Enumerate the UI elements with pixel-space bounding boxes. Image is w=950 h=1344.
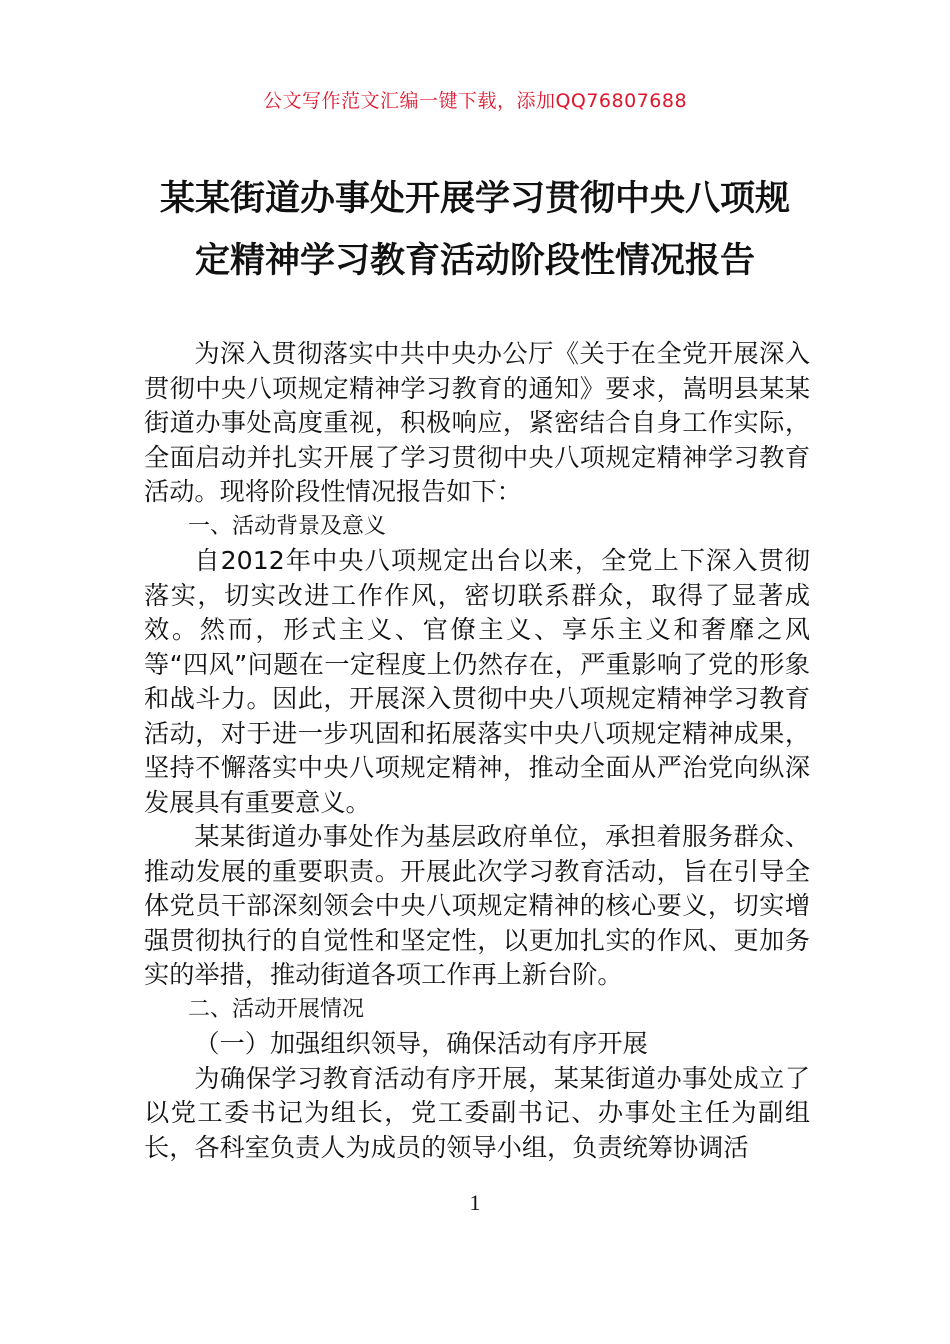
intro-paragraph: 为深入贯彻落实中共中央办公厅《关于在全党开展深入贯彻中央八项规定精神学习教育的通知》要求，嵩明县某某街道办事处高度重视，积极响应，紧密结合自身工作实际，全面启动并扎实开展了学习贯彻中央八项规定精神学习教育活动。现将阶段性情况报告如下： <box>144 339 810 506</box>
subsection-1-heading: （一）加强组织领导，确保活动有序开展 <box>194 1029 648 1058</box>
title-line-2: 定精神学习教育活动阶段性情况报告 <box>194 241 755 281</box>
document-title <box>100 168 850 292</box>
section-2-heading: 二、活动开展情况 <box>188 996 365 1022</box>
document-body <box>144 337 810 1165</box>
title-line-1: 某某街道办事处开展学习贯彻中央八项规 <box>159 179 790 219</box>
section-1-heading: 一、活动背景及意义 <box>188 513 387 539</box>
download-notice: 公文写作范文汇编一键下载，添加QQ76807688 <box>262 90 688 112</box>
section-1-paragraph-2: 某某街道办事处作为基层政府单位，承担着服务群众、推动发展的重要职责。开展此次学习教育活动，旨在引导全体党员干部深刻领会中央八项规定精神的核心要义，切实增强贯彻执行的自觉性和坚定性，以更加扎实的作风、更加务实的举措，推动街道各项工作再上新台阶。 <box>144 822 810 989</box>
section-1-paragraph-1: 自2012年中央八项规定出台以来，全党上下深入贯彻落实，切实改进工作作风，密切联系群众，取得了显著成效。然而，形式主义、官僚主义、享乐主义和奢靡之风等“四风”问题在一定程度上仍然存在，严重影响了党的形象和战斗力。因此，开展深入贯彻中央八项规定精神学习教育活动，对于进一步巩固和拓展落实中央八项规定精神成果，坚持不懈落实中央八项规定精神，推动全面从严治党向纵深发展具有重要意义。 <box>144 546 810 817</box>
page-number: 1 <box>469 1190 481 1215</box>
subsection-1-paragraph-1: 为确保学习教育活动有序开展，某某街道办事处成立了以党工委书记为组长，党工委副书记、办事处主任为副组长，各科室负责人为成员的领导小组，负责统筹协调活 <box>144 1063 810 1162</box>
